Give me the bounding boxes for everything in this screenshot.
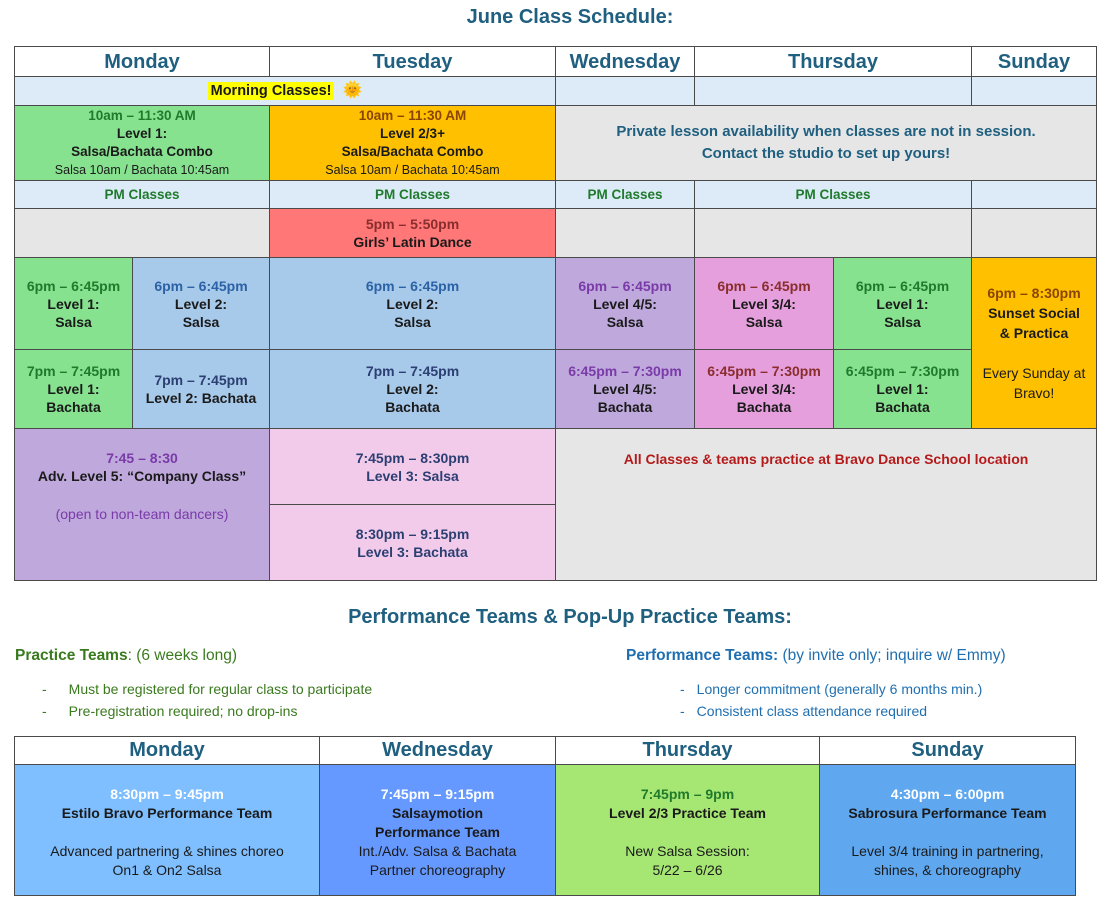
class-style: Salsa [55, 313, 92, 330]
private-lesson-note [555, 105, 1097, 181]
class-style: Salsa [745, 313, 783, 330]
team-desc-1: Int./Adv. Salsa & Bachata [358, 843, 517, 859]
class-style: Bachata [736, 399, 792, 415]
class-level: Level 4/5: [593, 381, 657, 397]
team-desc-2: 5/22 – 6/26 [652, 862, 723, 878]
location-note: All Classes & teams practice at Bravo Dance School location [623, 451, 1029, 467]
class-level: Level 1: [116, 126, 168, 141]
team-header-thursday: Thursday [555, 736, 820, 765]
practice-teams-heading [15, 647, 237, 665]
class-name: Level 3: Bachata [357, 544, 468, 560]
class-time: 7pm – 7:45pm [365, 363, 460, 379]
private-line-2: Contact the studio to set up yours! [701, 145, 951, 162]
class-style: Bachata [875, 399, 930, 415]
team-name: Salsaymotion [391, 805, 484, 821]
class-time: 6pm – 6:45pm [154, 277, 248, 294]
wed-5pm-empty [555, 208, 695, 258]
class-name: Level 3: Salsa [366, 468, 459, 484]
bullet-text: Longer commitment (generally 6 months min.) [696, 681, 983, 697]
class-style: Salsa [606, 313, 644, 330]
mon-am-class [14, 105, 270, 181]
class-time: 7:45pm – 8:30pm [355, 450, 470, 466]
mon-5pm-empty [14, 208, 270, 258]
class-level: Level 2: [386, 381, 439, 397]
class-time: 6:45pm – 7:30pm [845, 363, 960, 379]
class-level: Level 2: Bachata [145, 390, 257, 406]
class-name: Adv. Level 5: “Company Class” [37, 468, 247, 484]
class-style: Bachata [46, 399, 101, 415]
bullet-dash: - [42, 703, 47, 719]
practice-teams-suffix: : (6 weeks long) [127, 647, 238, 664]
class-time: 7pm – 7:45pm [154, 372, 248, 388]
class-level: Level 1: [876, 295, 929, 312]
class-time: 6pm – 8:30pm [987, 285, 1081, 301]
mon-6pm-level2-salsa [132, 257, 270, 350]
class-time: 6:45pm – 7:30pm [707, 363, 821, 379]
thu-7pm-level34-bachata [694, 349, 834, 429]
practice-teams-label: Practice Teams [15, 647, 128, 664]
team-time: 7:45pm – 9pm [640, 786, 735, 802]
team-level23-practice [555, 764, 820, 896]
team-desc-2: shines, & choreography [873, 862, 1022, 878]
bullet-dash: - [680, 681, 685, 697]
class-name: Girls’ Latin Dance [353, 234, 472, 250]
class-level: Level 4/5: [593, 295, 657, 312]
team-desc-1: New Salsa Session: [625, 843, 750, 859]
wed-6pm-level45-salsa [555, 257, 695, 350]
class-time: 10am – 11:30 AM [358, 108, 467, 123]
class-time: 6:45pm – 7:30pm [568, 363, 682, 379]
header-monday: Monday [14, 46, 270, 77]
class-style: Bachata [597, 399, 653, 415]
wed-7pm-level45-bachata [555, 349, 695, 429]
morning-wed [555, 76, 695, 106]
thu-6pm-level1-salsa [833, 257, 972, 350]
tue-7pm-level2-bachata [269, 349, 556, 429]
class-style: Bachata [385, 399, 440, 415]
class-time: 6pm – 6:45pm [717, 277, 811, 294]
class-time: 7:45 – 8:30 [106, 450, 178, 466]
team-desc-2: Partner choreography [369, 862, 506, 878]
class-level: Level 3/4: [732, 381, 796, 397]
mon-7pm-level1-bachata [14, 349, 133, 429]
tue-am-class [269, 105, 556, 181]
bullet-dash: - [42, 681, 47, 697]
event-note-1: Every Sunday at [982, 365, 1086, 381]
class-time: 6pm – 6:45pm [578, 277, 672, 294]
event-name-2: & Practica [999, 325, 1069, 341]
class-time: 7pm – 7:45pm [26, 363, 121, 379]
sun-social-practica [971, 257, 1097, 429]
morning-row-mon-tue [14, 76, 556, 106]
event-name-1: Sunset Social [988, 305, 1080, 321]
class-level: Level 1: [876, 381, 929, 397]
tue-6pm-level2-salsa [269, 257, 556, 350]
team-name: Sabrosura Performance Team [848, 805, 1047, 821]
pm-label-thu: PM Classes [694, 180, 972, 209]
bullet-text: Must be registered for regular class to participate [68, 681, 373, 697]
performance-teams-heading [626, 647, 1006, 665]
class-level: Level 1: [47, 381, 100, 397]
practice-bullet-1 [42, 681, 372, 697]
team-header-monday: Monday [14, 736, 320, 765]
performance-bullet-1 [680, 681, 982, 697]
sun-icon: 🌞 [342, 82, 363, 99]
class-level: Level 2/3+ [380, 126, 445, 141]
team-desc-1: Level 3/4 training in partnering, [851, 843, 1044, 859]
team-estilo-bravo [14, 764, 320, 896]
team-time: 8:30pm – 9:45pm [110, 786, 224, 802]
class-style: Salsa [182, 313, 220, 330]
event-note-2: Bravo! [1013, 385, 1055, 401]
morning-sun [971, 76, 1097, 106]
class-name: Salsa/Bachata Combo [71, 144, 213, 159]
morning-label: Morning Classes! [208, 82, 335, 100]
practice-bullet-2 [42, 703, 297, 719]
team-salsaymotion [319, 764, 556, 896]
private-line-1: Private lesson availability when classes are not in session. [616, 123, 1036, 140]
performance-teams-suffix: (by invite only; inquire w/ Emmy) [778, 647, 1006, 664]
class-time: 6pm – 6:45pm [855, 277, 950, 294]
team-desc-1: Advanced partnering & shines choreo [50, 843, 284, 859]
header-tuesday: Tuesday [269, 46, 556, 77]
teams-title: Performance Teams & Pop-Up Practice Teams: [348, 606, 792, 628]
class-time: 5pm – 5:50pm [365, 216, 460, 232]
pm-label-tue: PM Classes [269, 180, 556, 209]
pm-label-wed: PM Classes [555, 180, 695, 209]
mon-6pm-level1-salsa [14, 257, 133, 350]
class-time: 8:30pm – 9:15pm [355, 526, 470, 542]
page-title: June Class Schedule: [466, 6, 674, 28]
class-level: Level 2: [174, 295, 228, 312]
class-level: Level 2: [386, 295, 439, 312]
team-header-sunday: Sunday [819, 736, 1076, 765]
header-wednesday: Wednesday [555, 46, 695, 77]
performance-bullet-2 [680, 703, 927, 719]
class-style: Salsa [394, 313, 431, 330]
sun-5pm-empty [971, 208, 1097, 258]
class-note: Salsa 10am / Bachata 10:45am [325, 163, 500, 177]
pm-label-sun [971, 180, 1097, 209]
team-time: 4:30pm – 6:00pm [890, 786, 1005, 802]
pm-label-mon: PM Classes [14, 180, 270, 209]
team-header-wednesday: Wednesday [319, 736, 556, 765]
thu-7pm-level1-bachata [833, 349, 972, 429]
team-desc-2: On1 & On2 Salsa [112, 862, 222, 878]
team-sabrosura [819, 764, 1076, 896]
class-time: 6pm – 6:45pm [365, 277, 460, 294]
header-thursday: Thursday [694, 46, 972, 77]
class-level: Level 3/4: [732, 295, 796, 312]
location-note-cell [555, 428, 1097, 581]
class-style: Salsa [884, 313, 921, 330]
team-name: Estilo Bravo Performance Team [61, 805, 273, 821]
class-note: (open to non-team dancers) [55, 506, 229, 522]
thu-6pm-level34-salsa [694, 257, 834, 350]
header-sunday: Sunday [971, 46, 1097, 77]
mon-7pm-level2-bachata [132, 349, 270, 429]
team-name: Level 2/3 Practice Team [609, 805, 766, 821]
thu-5pm-empty [694, 208, 972, 258]
team-time: 7:45pm – 9:15pm [380, 786, 495, 802]
bullet-text: Consistent class attendance required [696, 703, 928, 719]
class-note: Salsa 10am / Bachata 10:45am [54, 163, 230, 177]
class-name: Salsa/Bachata Combo [341, 144, 484, 159]
class-level: Level 1: [47, 295, 100, 312]
tue-level3-salsa [269, 428, 556, 505]
bullet-dash: - [680, 703, 685, 719]
girls-latin-class [269, 208, 556, 258]
class-time: 10am – 11:30 AM [88, 108, 196, 123]
bullet-text: Pre-registration required; no drop-ins [68, 703, 298, 719]
mon-adv-company-class [14, 428, 270, 581]
class-time: 6pm – 6:45pm [26, 277, 121, 294]
tue-level3-bachata [269, 504, 556, 581]
team-name-2: Performance Team [374, 824, 500, 840]
performance-teams-label: Performance Teams: [626, 647, 779, 664]
morning-thu [694, 76, 972, 106]
